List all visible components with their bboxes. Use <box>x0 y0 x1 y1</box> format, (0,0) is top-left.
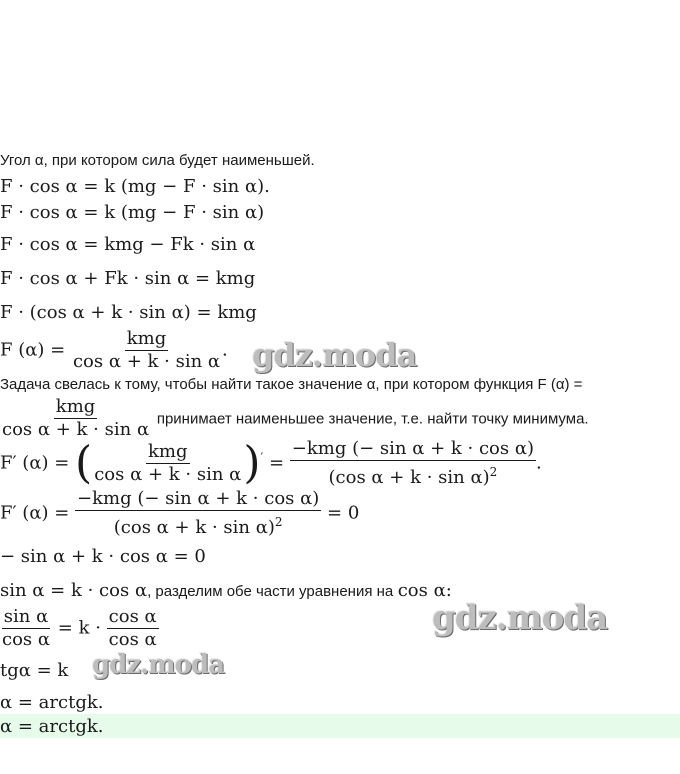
period: . <box>222 339 228 361</box>
task-fraction-numerator: kmg <box>55 396 96 417</box>
task-fraction-line <box>0 396 589 441</box>
task-text-line-2: принимает наименьшее значение, т.е. найти точку минимума. <box>156 410 589 428</box>
prime-mark: ′ <box>260 450 264 465</box>
inner-fraction-numerator: kmg <box>148 441 188 462</box>
inner-fraction <box>92 441 243 486</box>
watermark-3: gdz.moda <box>92 650 225 680</box>
intro-text: Угол α, при котором сила будет наименьшей. <box>0 152 315 169</box>
derivative-equation-2 <box>0 488 359 539</box>
equation-4: F · cos α + Fk · sin α = kmg <box>0 268 256 289</box>
task-text-line-1: Задача свелась к тому, чтобы найти такое значение α, при котором функция F (α) = <box>0 376 583 393</box>
equation-11 <box>0 606 159 651</box>
derivative-numerator-2: −kmg (− sin α + k · cos α) <box>77 488 320 509</box>
equation-10-text: , разделим обе части уравнения на <box>147 583 394 600</box>
equation-1: F · cos α = k (mg − F · sin α). <box>0 176 270 197</box>
equation-9: − sin α + k · cos α = 0 <box>0 546 206 567</box>
equation-12: tgα = k <box>0 660 69 681</box>
derivative-fraction-2 <box>75 488 321 539</box>
fraction-cos-cos-denominator: cos α <box>108 629 157 650</box>
task-fraction <box>0 396 151 441</box>
fraction-cos-cos <box>107 606 159 651</box>
equation-13: α = arctgk. <box>0 692 104 713</box>
equals-k-dot: = k · <box>57 617 101 639</box>
equation-6 <box>0 328 228 373</box>
derivative-lhs-2: F′ (α) = <box>0 502 70 524</box>
equation-14: α = arctgk. <box>0 716 104 737</box>
equals-sign: = <box>268 452 285 474</box>
square-exponent: 2 <box>489 465 498 479</box>
equation-2: F · cos α = k (mg − F · sin α) <box>0 202 265 223</box>
equation-5: F · (cos α + k · sin α) = kmg <box>0 302 257 323</box>
period-2: . <box>536 452 542 474</box>
fraction-sin-cos-numerator: sin α <box>3 606 49 627</box>
fraction-cos-cos-numerator: cos α <box>108 606 157 627</box>
inner-fraction-denominator: cos α + k · sin α <box>94 464 242 485</box>
derivative-denominator-2 <box>112 511 285 539</box>
watermark-2: gdz.moda <box>432 598 608 638</box>
fraction-denominator: cos α + k · sin α <box>72 351 221 372</box>
equation-10 <box>0 580 452 601</box>
fraction-numerator: kmg <box>126 328 167 349</box>
watermark-1: gdz.moda <box>252 336 417 374</box>
equation-10-tail: cos α: <box>397 580 452 601</box>
derivative-lhs: F′ (α) = <box>0 452 70 474</box>
right-paren: ) <box>243 437 261 489</box>
fraction-sin-cos <box>0 606 52 651</box>
derivative-numerator: −kmg (− sin α + k · cos α) <box>291 438 535 459</box>
derivative-denominator-base: (cos α + k · sin α) <box>328 467 490 488</box>
derivative-denominator-base-2: (cos α + k · sin α) <box>113 517 275 538</box>
equation-10-math: sin α = k · cos α <box>0 580 148 601</box>
equals-zero: = 0 <box>327 502 360 524</box>
fraction-sin-cos-denominator: cos α <box>2 629 51 650</box>
left-paren: ( <box>75 437 93 489</box>
task-fraction-denominator: cos α + k · sin α <box>2 419 150 440</box>
derivative-equation-1 <box>0 438 542 489</box>
fraction <box>71 328 222 373</box>
equation-3: F · cos α = kmg − Fk · sin α <box>0 234 256 255</box>
derivative-fraction <box>290 438 536 489</box>
function-lhs: F (α) = <box>0 339 66 361</box>
derivative-denominator <box>327 461 500 489</box>
square-exponent-2: 2 <box>274 515 283 529</box>
